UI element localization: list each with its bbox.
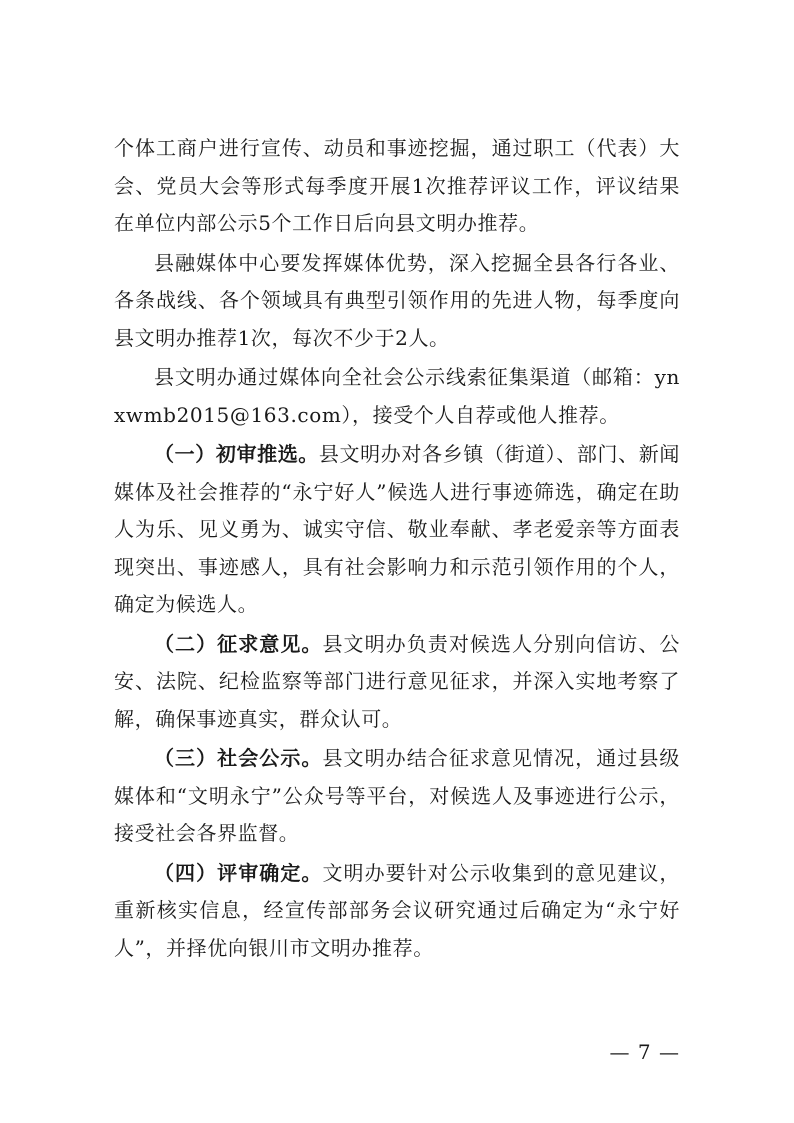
paragraph-1	[114, 130, 680, 243]
paragraph-final-review	[114, 855, 680, 968]
paragraph-2	[114, 245, 680, 358]
paragraph-text: 县文明办结合征求意见情况，通过县级媒体和“文明永宁”公众号等平台，对候选人及事迹进行公示，接受社会各界监督。	[114, 746, 680, 845]
section-heading-initial-review: （一）初审推选。	[154, 442, 319, 466]
paragraph-solicit-opinions	[114, 626, 680, 739]
page-number: — 7 —	[609, 1040, 680, 1064]
section-heading-public-notice: （三）社会公示。	[154, 746, 323, 770]
paragraph-text: 县融媒体中心要发挥媒体优势，深入挖掘全县各行各业、各条战线、各个领域具有典型引领作用的先进人物，每季度向县文明办推荐1次，每次不少于2人。	[114, 250, 680, 350]
section-heading-solicit-opinions: （二）征求意见。	[154, 631, 323, 656]
paragraph-text: 文明办要针对公示收集到的意见建议，重新核实信息，经宣传部部务会议研究通过后确定为“永宁好人”，并择优向银川市文明办推荐。	[114, 860, 680, 960]
paragraph-text: 县文明办负责对候选人分别向信访、公安、法院、纪检监察等部门进行意见征求，并深入实地考察了解，确保事迹真实，群众认可。	[114, 631, 680, 731]
paragraph-text: 县文明办通过媒体向全社会公示线索征集渠道（邮箱：ynxwmb2015@163.com），接受个人自荐或他人推荐。	[114, 365, 680, 427]
paragraph-text: 个体工商户进行宣传、动员和事迹挖掘，通过职工（代表）大会、党员大会等形式每季度开展1次推荐评议工作，评议结果在单位内部公示5个工作日后向县文明办推荐。	[114, 136, 680, 235]
paragraph-public-notice	[114, 740, 680, 853]
paragraph-3	[114, 359, 680, 434]
section-heading-final-review: （四）评审确定。	[154, 860, 323, 885]
document-body	[114, 130, 680, 969]
paragraph-initial-review	[114, 436, 680, 624]
paragraph-text: 县文明办对各乡镇（街道）、部门、新闻媒体及社会推荐的“永宁好人”候选人进行事迹筛选，确定在助人为乐、见义勇为、诚实守信、敬业奉献、孝老爱亲等方面表现突出、事迹感人，具有社会影响力和示范引领作用的个人，确定为候选人。	[114, 442, 680, 616]
